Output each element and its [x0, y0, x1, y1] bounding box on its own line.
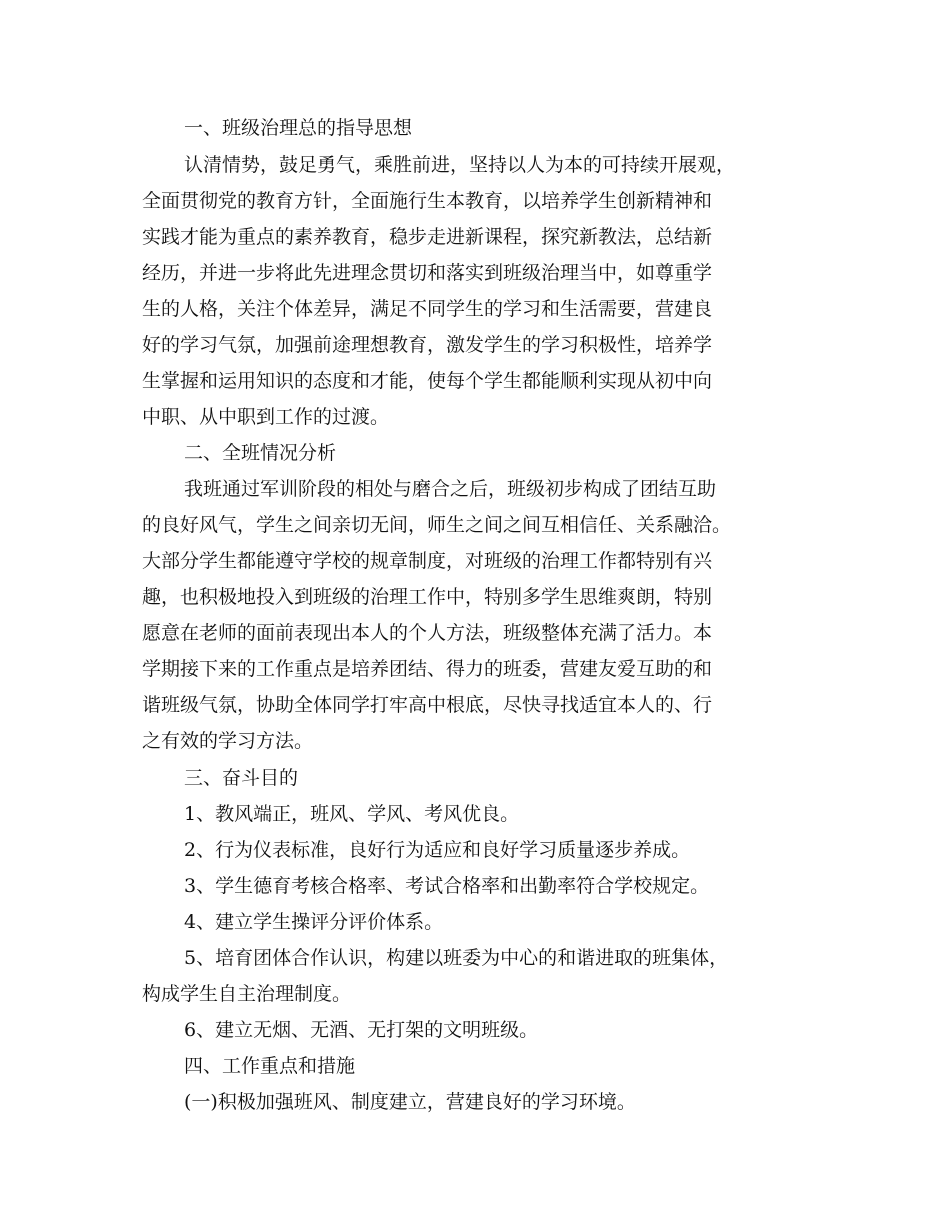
list-item: 3、学生德育考核合格率、考试合格率和出勤率符合学校规定。: [184, 875, 710, 897]
paragraph-line: 我班通过军训阶段的相处与磨合之后，班级初步构成了团结互助: [184, 478, 717, 500]
list-item: 1、教风端正，班风、学风、考风优良。: [184, 803, 520, 825]
paragraph-line: 生掌握和运用知识的态度和才能，使每个学生都能顺利实现从初中向: [142, 370, 713, 392]
paragraph-line: 中职、从中职到工作的过渡。: [142, 406, 390, 428]
heading-class-analysis: 二、全班情况分析: [184, 442, 337, 464]
paragraph-line: 全面贯彻党的教育方针，全面施行生本教育，以培养学生创新精神和: [142, 190, 713, 212]
list-item: 5、培育团体合作认识，构建以班委为中心的和谐进取的班集体，: [184, 947, 729, 969]
list-item: 2、行为仪表标准，良好行为适应和良好学习质量逐步养成。: [184, 839, 691, 861]
list-item-continuation: 构成学生自主治理制度。: [142, 983, 352, 1005]
paragraph-line: 的良好风气，学生之间亲切无间，师生之间之间互相信任、关系融洽。: [142, 514, 732, 536]
paragraph-line: 学期接下来的工作重点是培养团结、得力的班委，营建友爱互助的和: [142, 658, 713, 680]
heading-work-focus: 四、工作重点和措施: [184, 1055, 356, 1077]
heading-goals: 三、奋斗目的: [184, 767, 299, 789]
paragraph-line: 之有效的学习方法。: [142, 730, 314, 752]
paragraph-line: 好的学习气氛，加强前途理想教育，激发学生的学习积极性，培养学: [142, 334, 713, 356]
paragraph-line: 谐班级气氛，协助全体同学打牢高中根底，尽快寻找适宜本人的、行: [142, 694, 713, 716]
subheading-class-culture: (一)积极加强班风、制度建立，营建良好的学习环境。: [184, 1091, 636, 1113]
paragraph-line: 经历，并进一步将此先进理念贯切和落实到班级治理当中，如尊重学: [142, 262, 713, 284]
list-item: 4、建立学生操评分评价体系。: [184, 911, 444, 933]
paragraph-line: 实践才能为重点的素养教育，稳步走进新课程，探究新教法，总结新: [142, 226, 713, 248]
paragraph-line: 认清情势，鼓足勇气，乘胜前进，坚持以人为本的可持续开展观，: [184, 154, 736, 176]
paragraph-line: 愿意在老师的面前表现出本人的个人方法，班级整体充满了活力。本: [142, 622, 713, 644]
paragraph-line: 大部分学生都能遵守学校的规章制度，对班级的治理工作都特别有兴: [142, 550, 713, 572]
list-item: 6、建立无烟、无酒、无打架的文明班级。: [184, 1019, 539, 1041]
paragraph-line: 趣，也积极地投入到班级的治理工作中，特别多学生思维爽朗，特别: [142, 586, 713, 608]
paragraph-line: 生的人格，关注个体差异，满足不同学生的学习和生活需要，营建良: [142, 298, 713, 320]
heading-guiding-ideology: 一、班级治理总的指导思想: [184, 117, 413, 139]
